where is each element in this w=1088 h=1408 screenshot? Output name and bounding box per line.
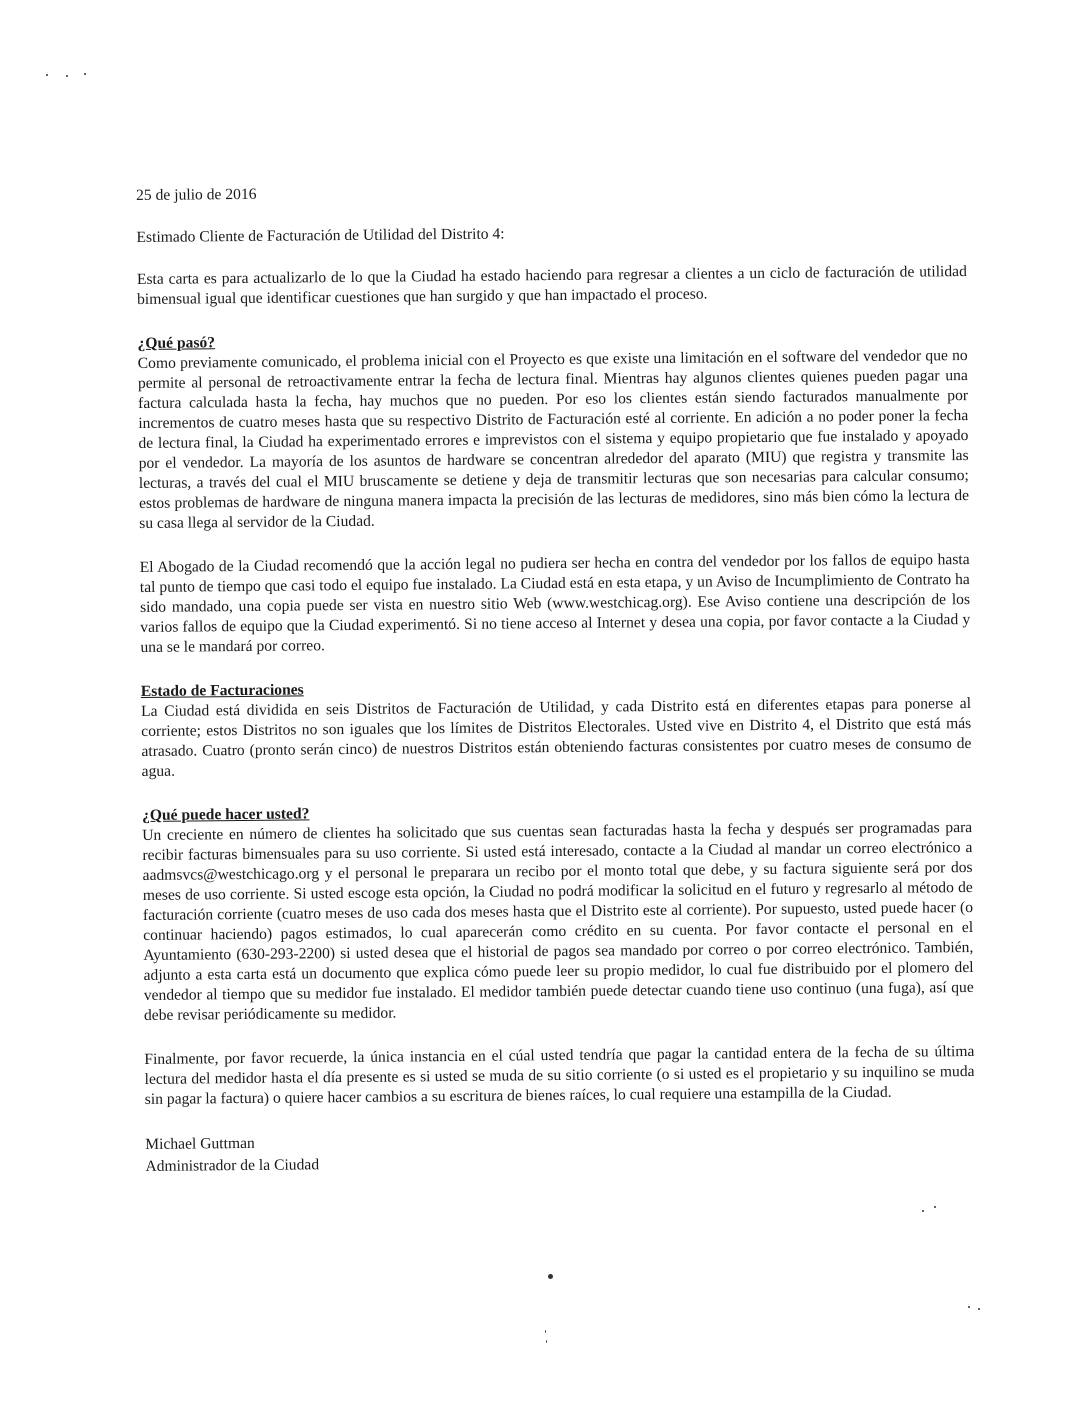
- scan-speck: [934, 1206, 936, 1208]
- scan-speck: [84, 73, 86, 75]
- section-paragraph-estado: La Ciudad está dividida en seis Distritos de Facturación de Utilidad, y cada Distrito está en diferentes etapas para ponerse al corriente; estos Distritos no son iguales que los límites de Distritos Electorales. Usted vive en Distrito 4, el Distrito que está más atrasado. Cuatro (pronto serán cinco) de nuestros Distritos están obteniendo facturas consistentes por cuatro meses de consumo de agua.: [140, 695, 972, 780]
- section-heading-que-paso: ¿Qué pasó?: [137, 334, 216, 352]
- section-paragraph-que-puede-hacer: Un creciente en número de clientes ha solicitado que sus cuentas sean facturadas hasta la fecha y después ser programadas para recibir facturas bimensuales para su uso corriente. Si usted está interesado, contacte a la Ciudad al mandar un correo electrónico a aadmsvcs@westchicago.org y el personal le preparara un recibo por el monto total que debe, y su factura siguiente será por dos meses de uso corriente. Si usted escoge esta opción, la Ciudad no podrá modificar la solicitud en el futuro y regresarlo al método de facturación corriente (cuatro meses de uso cada dos meses hasta que el Distrito este al corriente). Por supuesto, usted puede hacer (o continuar haciendo) pagos estimados, lo cual aparecerán como crédito en su cuenta. Por favor contacte el personal en el Ayuntamiento (630-293-2200) si usted desea que el historial de pagos sea mandado por correo o por correo electrónico. También, adjunto a esta carta está un documento que explica cómo puede leer su propio medidor, lo cual fue distribuido por el plomero del vendedor al tiempo que su medidor fue instalado. El medidor también puede detectar cuando tiene uso continuo (una fuga), así que debe revisar periódicamente su medidor.: [142, 819, 974, 1024]
- scan-speck: [548, 1274, 553, 1279]
- letter-date: 25 de julio de 2016: [136, 185, 257, 204]
- intro-paragraph: Esta carta es para actualizarlo de lo que la Ciudad ha estado haciendo para regresar a clientes a un ciclo de facturación de utilidad bimensual igual que identificar cuestiones que han surgido y que han impactado el proceso.: [136, 263, 967, 308]
- scan-speck: [968, 1306, 970, 1308]
- signature-name: Michael Guttman: [145, 1134, 255, 1153]
- section-paragraph-que-paso: Como previamente comunicado, el problema inicial con el Proyecto es que existe una limitación en el software del vendedor que no permite al personal de retroactivamente entrar la fecha de lectura final. Mientras hay algunos clientes quienes pueden pagar una factura calculada hasta la fecha, hay muchos que no pueden. Por eso los clientes están siendo facturados manualmente por incrementos de cuatro meses hasta que su respectivo Distrito de Facturación esté al corriente. En adición a no poder poner la fecha de lectura final, la Ciudad ha experimentado errores e imprevistos con el sistema y equipo propietario que fue instalado y apoyado por el vendedor. La mayoría de los asuntos de hardware se concentran alrededor del aparato (MIU) que registra y transmite las lecturas, a través del cual el MIU bruscamente se detiene y deja de transmitir lecturas que son necesarias para calcular consumo; estos problemas de hardware de ninguna manera impacta la precisión de las lecturas de medidores, sino más bien cómo la lectura de su casa llega al servidor de la Ciudad.: [137, 347, 970, 532]
- scan-speck: [66, 75, 68, 77]
- scan-speck: [46, 74, 48, 76]
- signature-title: Administrador de la Ciudad: [145, 1156, 320, 1175]
- scan-speck: [978, 1308, 980, 1310]
- section-heading-estado: Estado de Facturaciones: [140, 681, 304, 700]
- salutation: Estimado Cliente de Facturación de Utilidad del Distrito 4:: [136, 225, 505, 246]
- closing-paragraph: Finalmente, por favor recuerde, la única instancia en el cúal usted tendría que pagar la cantidad entera de la fecha de su última lectura del medidor hasta el día presente es si usted se muda de su sitio corriente (o si usted es el propietario y su inquilino se muda sin pagar la factura) o quiere hacer cambios a su escritura de bienes raíces, lo cual requiere una estampilla de la Ciudad.: [144, 1042, 975, 1108]
- scan-speck: [922, 1210, 924, 1212]
- section-heading-que-puede-hacer: ¿Qué puede hacer usted?: [141, 805, 310, 824]
- legal-paragraph: El Abogado de la Ciudad recomendó que la acción legal no pudiera ser hecha en contra del vendedor por los fallos de equipo hasta tal punto de tiempo que casi todo el equipo fue instalado. La Ciudad está en esta etapa, y un Aviso de Incumplimiento de Contrato ha sido mandado, una copia puede ser vista en nuestro sitio Web (www.westchicag.org). Ese Aviso contiene una descripción de los varios fallos de equipo que la Ciudad experimentó. Si no tiene acceso al Internet y desea una copia, por favor contacte a la Ciudad y una se le mandará por correo.: [139, 551, 971, 656]
- scan-speck: [545, 1330, 546, 1333]
- scan-speck: [546, 1340, 547, 1343]
- letter-body: [136, 178, 975, 1178]
